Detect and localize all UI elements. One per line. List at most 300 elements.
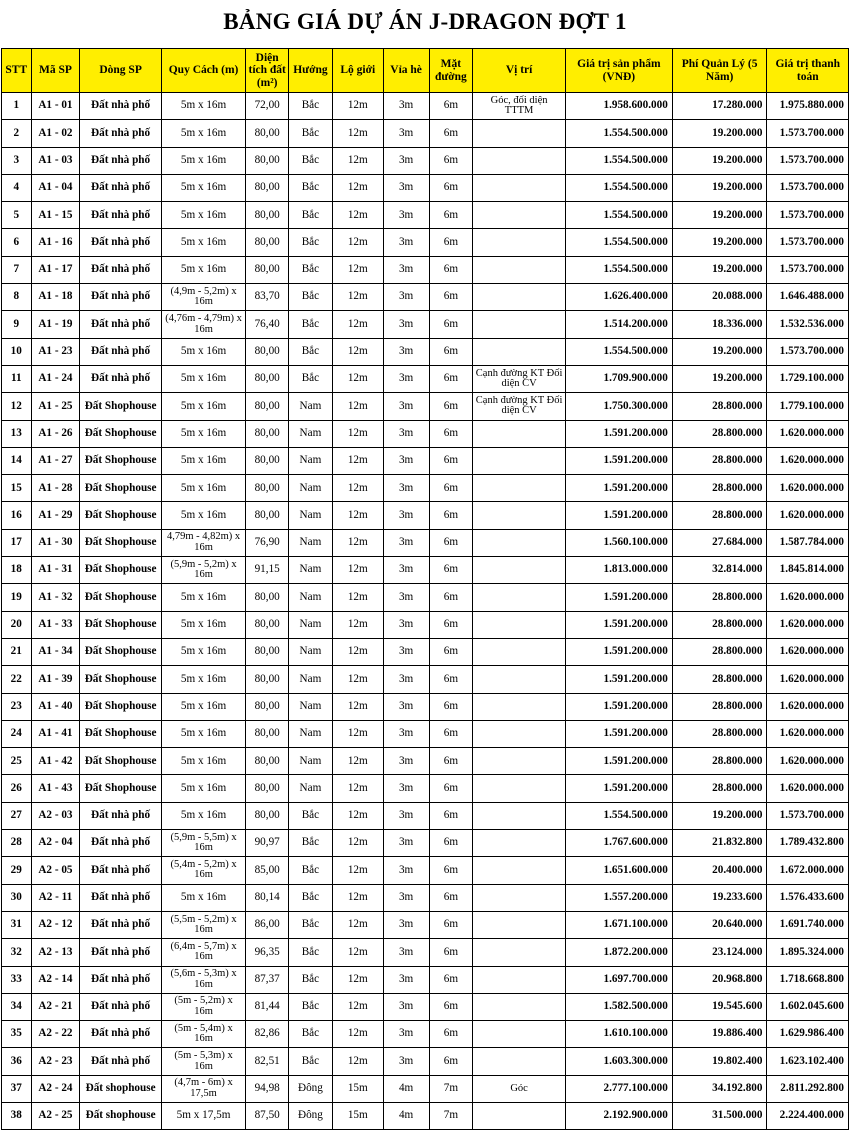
cell-thanh-toan: 1.620.000.000 (767, 420, 849, 447)
header-via-he: Vỉa hè (383, 49, 429, 93)
cell-lo-gioi: 12m (332, 120, 383, 147)
cell-phi-quan-ly: 28.800.000 (672, 638, 767, 665)
cell-dien-tich: 80,00 (246, 202, 289, 229)
cell-dong-sp: Đất nhà phố (80, 830, 161, 857)
table-row (2, 693, 849, 720)
cell-mat-duong: 6m (429, 666, 473, 693)
cell-lo-gioi: 12m (332, 611, 383, 638)
cell-quy-cach: 5m x 16m (161, 420, 245, 447)
cell-ma-sp: A2 - 23 (31, 1048, 80, 1075)
table-row (2, 557, 849, 584)
cell-thanh-toan: 1.895.324.000 (767, 939, 849, 966)
table-row (2, 966, 849, 993)
cell-vi-tri (473, 557, 566, 584)
table-row (2, 748, 849, 775)
cell-dien-tich: 80,00 (246, 748, 289, 775)
cell-thanh-toan: 1.573.700.000 (767, 202, 849, 229)
cell-ma-sp: A1 - 39 (31, 666, 80, 693)
table-row (2, 584, 849, 611)
cell-via-he: 3m (383, 720, 429, 747)
cell-phi-quan-ly: 28.800.000 (672, 720, 767, 747)
cell-stt: 8 (2, 284, 32, 311)
cell-thanh-toan: 1.576.433.600 (767, 884, 849, 911)
cell-huong: Nam (289, 447, 333, 474)
cell-quy-cach: 5m x 16m (161, 802, 245, 829)
cell-ma-sp: A1 - 15 (31, 202, 80, 229)
cell-vi-tri (473, 939, 566, 966)
cell-ma-sp: A1 - 31 (31, 557, 80, 584)
cell-gia-tri: 1.554.500.000 (565, 229, 672, 256)
table-row (2, 338, 849, 365)
cell-vi-tri (473, 502, 566, 529)
cell-phi-quan-ly: 28.800.000 (672, 693, 767, 720)
cell-vi-tri (473, 256, 566, 283)
cell-phi-quan-ly: 28.800.000 (672, 611, 767, 638)
cell-lo-gioi: 12m (332, 911, 383, 938)
cell-dien-tich: 94,98 (246, 1075, 289, 1102)
cell-stt: 1 (2, 93, 32, 120)
cell-vi-tri (473, 1021, 566, 1048)
cell-dien-tich: 86,00 (246, 911, 289, 938)
cell-stt: 20 (2, 611, 32, 638)
cell-thanh-toan: 1.646.488.000 (767, 284, 849, 311)
table-row (2, 93, 849, 120)
cell-via-he: 3m (383, 174, 429, 201)
cell-gia-tri: 2.777.100.000 (565, 1075, 672, 1102)
table-row (2, 147, 849, 174)
cell-huong: Nam (289, 529, 333, 556)
cell-huong: Đông (289, 1102, 333, 1129)
cell-stt: 2 (2, 120, 32, 147)
cell-dong-sp: Đất nhà phố (80, 1048, 161, 1075)
cell-gia-tri: 1.626.400.000 (565, 284, 672, 311)
cell-huong: Bắc (289, 93, 333, 120)
price-table (1, 48, 849, 1130)
cell-phi-quan-ly: 27.684.000 (672, 529, 767, 556)
cell-via-he: 3m (383, 857, 429, 884)
header-stt: STT (2, 49, 32, 93)
table-row (2, 420, 849, 447)
cell-via-he: 3m (383, 693, 429, 720)
cell-dong-sp: Đất nhà phố (80, 966, 161, 993)
cell-mat-duong: 6m (429, 693, 473, 720)
cell-dong-sp: Đất Shophouse (80, 557, 161, 584)
cell-quy-cach: (5,4m - 5,2m) x 16m (161, 857, 245, 884)
cell-gia-tri: 1.554.500.000 (565, 338, 672, 365)
cell-dong-sp: Đất Shophouse (80, 529, 161, 556)
cell-huong: Bắc (289, 284, 333, 311)
cell-dong-sp: Đất Shophouse (80, 584, 161, 611)
cell-thanh-toan: 1.573.700.000 (767, 229, 849, 256)
table-row (2, 284, 849, 311)
cell-mat-duong: 6m (429, 447, 473, 474)
page-title: BẢNG GIÁ DỰ ÁN J-DRAGON ĐỢT 1 (223, 9, 627, 34)
cell-dong-sp: Đất nhà phố (80, 911, 161, 938)
cell-stt: 26 (2, 775, 32, 802)
cell-vi-tri (473, 611, 566, 638)
header-lo-gioi: Lộ giới (332, 49, 383, 93)
cell-lo-gioi: 12m (332, 447, 383, 474)
cell-stt: 33 (2, 966, 32, 993)
cell-dien-tich: 80,00 (246, 720, 289, 747)
cell-dien-tich: 80,00 (246, 775, 289, 802)
cell-dong-sp: Đất Shophouse (80, 775, 161, 802)
cell-thanh-toan: 1.573.700.000 (767, 174, 849, 201)
cell-gia-tri: 1.610.100.000 (565, 1021, 672, 1048)
cell-thanh-toan: 1.573.700.000 (767, 802, 849, 829)
cell-dong-sp: Đất nhà phố (80, 1021, 161, 1048)
cell-vi-tri (473, 1048, 566, 1075)
cell-quy-cach: (5m - 5,2m) x 16m (161, 993, 245, 1020)
table-row (2, 802, 849, 829)
cell-ma-sp: A1 - 02 (31, 120, 80, 147)
cell-via-he: 3m (383, 502, 429, 529)
cell-mat-duong: 6m (429, 420, 473, 447)
cell-ma-sp: A2 - 13 (31, 939, 80, 966)
cell-vi-tri (473, 748, 566, 775)
cell-via-he: 3m (383, 775, 429, 802)
table-body (2, 93, 849, 1130)
cell-thanh-toan: 1.620.000.000 (767, 693, 849, 720)
cell-huong: Bắc (289, 338, 333, 365)
table-row (2, 830, 849, 857)
cell-stt: 29 (2, 857, 32, 884)
cell-dong-sp: Đất Shophouse (80, 611, 161, 638)
cell-gia-tri: 1.554.500.000 (565, 120, 672, 147)
cell-huong: Bắc (289, 884, 333, 911)
cell-vi-tri (473, 857, 566, 884)
cell-dien-tich: 80,00 (246, 502, 289, 529)
cell-phi-quan-ly: 19.233.600 (672, 884, 767, 911)
table-row (2, 502, 849, 529)
cell-lo-gioi: 12m (332, 420, 383, 447)
cell-via-he: 3m (383, 311, 429, 338)
cell-huong: Bắc (289, 939, 333, 966)
cell-quy-cach: (5,5m - 5,2m) x 16m (161, 911, 245, 938)
cell-stt: 25 (2, 748, 32, 775)
cell-vi-tri (473, 911, 566, 938)
cell-dong-sp: Đất nhà phố (80, 174, 161, 201)
cell-lo-gioi: 15m (332, 1102, 383, 1129)
cell-phi-quan-ly: 23.124.000 (672, 939, 767, 966)
table-row (2, 529, 849, 556)
cell-dong-sp: Đất shophouse (80, 1102, 161, 1129)
cell-thanh-toan: 1.845.814.000 (767, 557, 849, 584)
cell-stt: 14 (2, 447, 32, 474)
table-row (2, 911, 849, 938)
cell-quy-cach: 5m x 16m (161, 611, 245, 638)
cell-gia-tri: 1.591.200.000 (565, 638, 672, 665)
cell-phi-quan-ly: 19.200.000 (672, 802, 767, 829)
cell-mat-duong: 6m (429, 529, 473, 556)
cell-ma-sp: A1 - 03 (31, 147, 80, 174)
table-row (2, 365, 849, 392)
cell-huong: Nam (289, 557, 333, 584)
cell-mat-duong: 6m (429, 256, 473, 283)
cell-gia-tri: 1.557.200.000 (565, 884, 672, 911)
cell-gia-tri: 1.651.600.000 (565, 857, 672, 884)
cell-lo-gioi: 12m (332, 748, 383, 775)
table-row (2, 393, 849, 420)
cell-dien-tich: 80,00 (246, 393, 289, 420)
cell-stt: 17 (2, 529, 32, 556)
cell-huong: Bắc (289, 911, 333, 938)
table-row (2, 229, 849, 256)
cell-ma-sp: A2 - 11 (31, 884, 80, 911)
cell-phi-quan-ly: 34.192.800 (672, 1075, 767, 1102)
cell-lo-gioi: 12m (332, 393, 383, 420)
cell-vi-tri (473, 693, 566, 720)
cell-mat-duong: 6m (429, 857, 473, 884)
cell-lo-gioi: 12m (332, 993, 383, 1020)
cell-via-he: 3m (383, 611, 429, 638)
cell-gia-tri: 1.591.200.000 (565, 693, 672, 720)
cell-thanh-toan: 1.623.102.400 (767, 1048, 849, 1075)
cell-lo-gioi: 12m (332, 830, 383, 857)
table-header-row (2, 49, 849, 93)
cell-mat-duong: 6m (429, 939, 473, 966)
cell-phi-quan-ly: 20.968.800 (672, 966, 767, 993)
cell-vi-tri (473, 1102, 566, 1129)
cell-lo-gioi: 12m (332, 857, 383, 884)
cell-ma-sp: A1 - 30 (31, 529, 80, 556)
cell-gia-tri: 1.958.600.000 (565, 93, 672, 120)
cell-stt: 19 (2, 584, 32, 611)
cell-thanh-toan: 1.691.740.000 (767, 911, 849, 938)
cell-thanh-toan: 1.573.700.000 (767, 338, 849, 365)
cell-ma-sp: A1 - 42 (31, 748, 80, 775)
cell-phi-quan-ly: 28.800.000 (672, 502, 767, 529)
cell-dien-tich: 82,51 (246, 1048, 289, 1075)
cell-phi-quan-ly: 28.800.000 (672, 393, 767, 420)
cell-huong: Nam (289, 720, 333, 747)
cell-vi-tri (473, 666, 566, 693)
cell-via-he: 3m (383, 393, 429, 420)
cell-quy-cach: (4,7m - 6m) x 17,5m (161, 1075, 245, 1102)
cell-lo-gioi: 12m (332, 802, 383, 829)
cell-mat-duong: 6m (429, 884, 473, 911)
cell-thanh-toan: 1.620.000.000 (767, 475, 849, 502)
cell-via-he: 3m (383, 365, 429, 392)
cell-quy-cach: (4,76m - 4,79m) x 16m (161, 311, 245, 338)
cell-stt: 12 (2, 393, 32, 420)
cell-huong: Bắc (289, 229, 333, 256)
cell-via-he: 3m (383, 338, 429, 365)
cell-ma-sp: A2 - 12 (31, 911, 80, 938)
cell-dien-tich: 76,90 (246, 529, 289, 556)
cell-quy-cach: 5m x 16m (161, 229, 245, 256)
cell-phi-quan-ly: 19.200.000 (672, 174, 767, 201)
cell-via-he: 3m (383, 1021, 429, 1048)
cell-vi-tri (473, 120, 566, 147)
cell-ma-sp: A1 - 34 (31, 638, 80, 665)
cell-phi-quan-ly: 19.200.000 (672, 147, 767, 174)
cell-gia-tri: 1.554.500.000 (565, 202, 672, 229)
cell-dong-sp: Đất nhà phố (80, 284, 161, 311)
cell-phi-quan-ly: 28.800.000 (672, 584, 767, 611)
table-row (2, 857, 849, 884)
cell-dong-sp: Đất nhà phố (80, 338, 161, 365)
cell-dong-sp: Đất Shophouse (80, 475, 161, 502)
cell-via-he: 3m (383, 93, 429, 120)
cell-mat-duong: 7m (429, 1102, 473, 1129)
cell-huong: Bắc (289, 120, 333, 147)
cell-mat-duong: 6m (429, 147, 473, 174)
cell-dien-tich: 81,44 (246, 993, 289, 1020)
cell-vi-tri (473, 420, 566, 447)
cell-lo-gioi: 12m (332, 365, 383, 392)
cell-vi-tri (473, 174, 566, 201)
cell-mat-duong: 6m (429, 93, 473, 120)
cell-dong-sp: Đất nhà phố (80, 120, 161, 147)
cell-lo-gioi: 12m (332, 939, 383, 966)
cell-dong-sp: Đất shophouse (80, 1075, 161, 1102)
cell-thanh-toan: 1.587.784.000 (767, 529, 849, 556)
cell-stt: 4 (2, 174, 32, 201)
cell-ma-sp: A2 - 03 (31, 802, 80, 829)
cell-dong-sp: Đất nhà phố (80, 939, 161, 966)
cell-stt: 23 (2, 693, 32, 720)
cell-dien-tich: 76,40 (246, 311, 289, 338)
cell-vi-tri (473, 802, 566, 829)
cell-quy-cach: (5,9m - 5,5m) x 16m (161, 830, 245, 857)
table-row (2, 202, 849, 229)
cell-stt: 36 (2, 1048, 32, 1075)
cell-mat-duong: 6m (429, 338, 473, 365)
cell-thanh-toan: 2.811.292.800 (767, 1075, 849, 1102)
cell-vi-tri (473, 202, 566, 229)
cell-vi-tri (473, 720, 566, 747)
header-ma-sp: Mã SP (31, 49, 80, 93)
cell-dong-sp: Đất Shophouse (80, 748, 161, 775)
cell-ma-sp: A1 - 04 (31, 174, 80, 201)
cell-quy-cach: 5m x 16m (161, 638, 245, 665)
cell-dong-sp: Đất nhà phố (80, 884, 161, 911)
cell-dien-tich: 80,00 (246, 365, 289, 392)
cell-huong: Nam (289, 393, 333, 420)
cell-quy-cach: 4,79m - 4,82m) x 16m (161, 529, 245, 556)
cell-gia-tri: 1.872.200.000 (565, 939, 672, 966)
cell-gia-tri: 1.591.200.000 (565, 420, 672, 447)
header-huong: Hướng (289, 49, 333, 93)
cell-ma-sp: A2 - 14 (31, 966, 80, 993)
cell-phi-quan-ly: 28.800.000 (672, 475, 767, 502)
cell-stt: 27 (2, 802, 32, 829)
cell-dien-tich: 85,00 (246, 857, 289, 884)
cell-thanh-toan: 1.620.000.000 (767, 584, 849, 611)
cell-mat-duong: 6m (429, 365, 473, 392)
cell-vi-tri (473, 884, 566, 911)
cell-via-he: 3m (383, 911, 429, 938)
cell-phi-quan-ly: 28.800.000 (672, 447, 767, 474)
cell-vi-tri (473, 529, 566, 556)
cell-dong-sp: Đất nhà phố (80, 802, 161, 829)
cell-dien-tich: 80,00 (246, 638, 289, 665)
cell-ma-sp: A1 - 27 (31, 447, 80, 474)
cell-dong-sp: Đất nhà phố (80, 993, 161, 1020)
cell-gia-tri: 1.591.200.000 (565, 584, 672, 611)
cell-huong: Bắc (289, 1048, 333, 1075)
cell-dien-tich: 80,00 (246, 174, 289, 201)
cell-lo-gioi: 12m (332, 1021, 383, 1048)
cell-quy-cach: (5m - 5,4m) x 16m (161, 1021, 245, 1048)
cell-thanh-toan: 1.975.880.000 (767, 93, 849, 120)
cell-vi-tri: Cạnh đường KT Đối diện CV (473, 393, 566, 420)
cell-huong: Bắc (289, 147, 333, 174)
cell-phi-quan-ly: 20.640.000 (672, 911, 767, 938)
table-row (2, 1021, 849, 1048)
cell-via-he: 3m (383, 884, 429, 911)
cell-via-he: 3m (383, 475, 429, 502)
cell-ma-sp: A1 - 33 (31, 611, 80, 638)
cell-lo-gioi: 12m (332, 666, 383, 693)
cell-huong: Bắc (289, 311, 333, 338)
cell-via-he: 4m (383, 1075, 429, 1102)
cell-mat-duong: 6m (429, 748, 473, 775)
cell-dong-sp: Đất Shophouse (80, 666, 161, 693)
cell-mat-duong: 6m (429, 284, 473, 311)
table-row (2, 1102, 849, 1129)
cell-dong-sp: Đất nhà phố (80, 202, 161, 229)
table-row (2, 884, 849, 911)
cell-huong: Bắc (289, 365, 333, 392)
cell-phi-quan-ly: 19.200.000 (672, 120, 767, 147)
cell-gia-tri: 1.554.500.000 (565, 256, 672, 283)
cell-dien-tich: 80,00 (246, 256, 289, 283)
cell-stt: 31 (2, 911, 32, 938)
cell-lo-gioi: 12m (332, 202, 383, 229)
cell-vi-tri (473, 229, 566, 256)
cell-phi-quan-ly: 19.200.000 (672, 338, 767, 365)
cell-mat-duong: 6m (429, 475, 473, 502)
cell-via-he: 3m (383, 993, 429, 1020)
cell-dong-sp: Đất nhà phố (80, 229, 161, 256)
cell-huong: Nam (289, 611, 333, 638)
cell-phi-quan-ly: 21.832.800 (672, 830, 767, 857)
cell-dien-tich: 80,00 (246, 420, 289, 447)
cell-thanh-toan: 1.620.000.000 (767, 720, 849, 747)
cell-dien-tich: 80,00 (246, 338, 289, 365)
cell-gia-tri: 1.554.500.000 (565, 802, 672, 829)
cell-vi-tri: Cạnh đường KT Đối diện CV (473, 365, 566, 392)
cell-quy-cach: 5m x 16m (161, 256, 245, 283)
cell-vi-tri (473, 966, 566, 993)
cell-lo-gioi: 12m (332, 584, 383, 611)
cell-thanh-toan: 1.532.536.000 (767, 311, 849, 338)
cell-ma-sp: A1 - 01 (31, 93, 80, 120)
cell-phi-quan-ly: 19.802.400 (672, 1048, 767, 1075)
cell-vi-tri (473, 993, 566, 1020)
cell-mat-duong: 6m (429, 311, 473, 338)
cell-thanh-toan: 1.620.000.000 (767, 638, 849, 665)
cell-quy-cach: 5m x 16m (161, 502, 245, 529)
cell-thanh-toan: 1.620.000.000 (767, 611, 849, 638)
cell-stt: 32 (2, 939, 32, 966)
cell-phi-quan-ly: 28.800.000 (672, 420, 767, 447)
header-dien-tich: Diện tích đất (m²) (246, 49, 289, 93)
cell-mat-duong: 6m (429, 584, 473, 611)
cell-vi-tri (473, 147, 566, 174)
cell-vi-tri (473, 475, 566, 502)
cell-stt: 13 (2, 420, 32, 447)
cell-gia-tri: 1.671.100.000 (565, 911, 672, 938)
cell-dien-tich: 80,00 (246, 147, 289, 174)
cell-dien-tich: 87,37 (246, 966, 289, 993)
cell-thanh-toan: 1.789.432.800 (767, 830, 849, 857)
cell-vi-tri (473, 775, 566, 802)
cell-via-he: 3m (383, 557, 429, 584)
cell-lo-gioi: 12m (332, 338, 383, 365)
